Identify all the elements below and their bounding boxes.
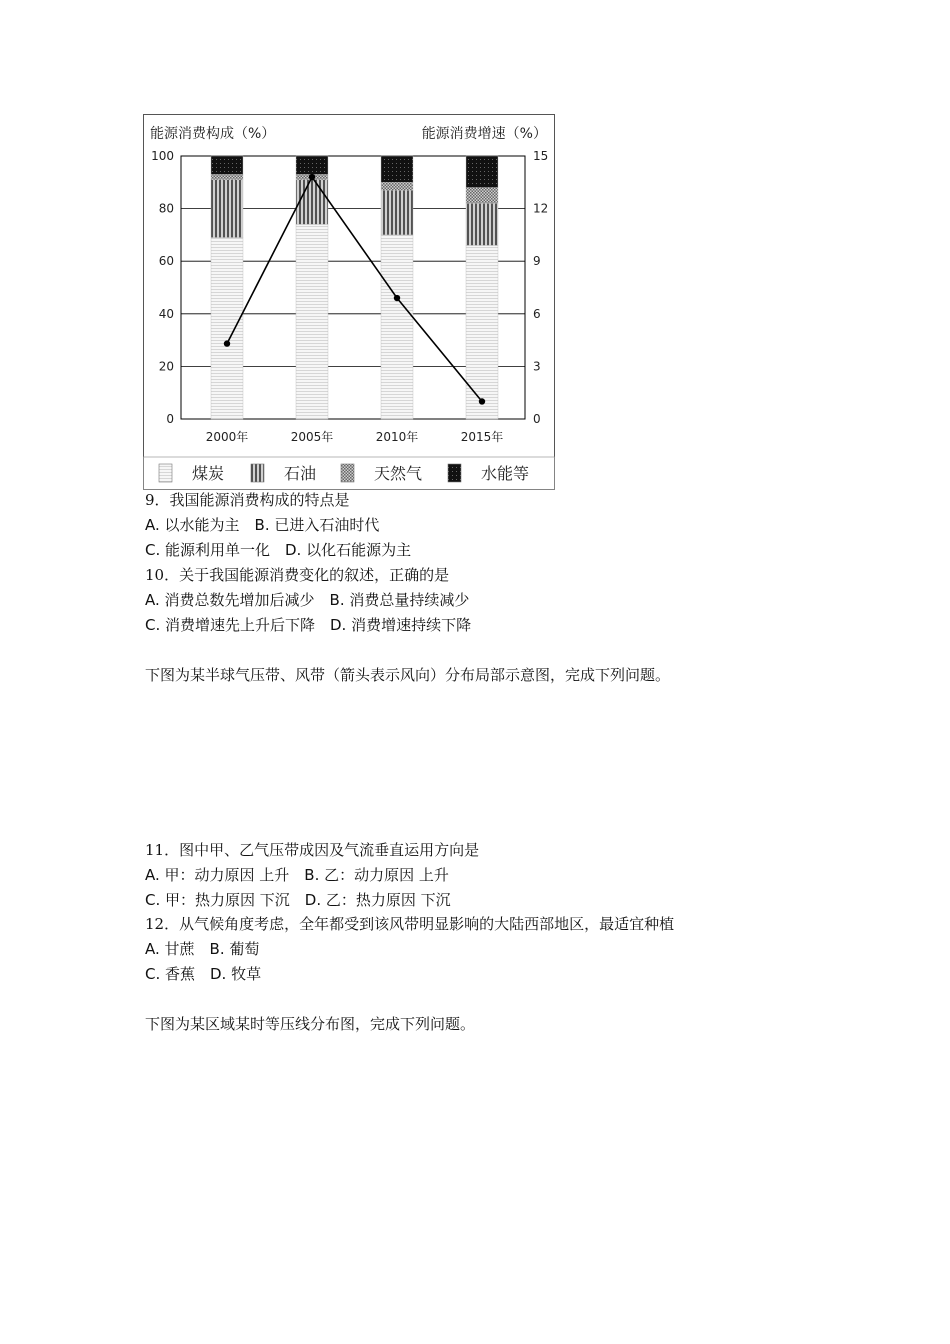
- bar-segment-hydro: [296, 156, 328, 174]
- right-tick-label: 12: [533, 201, 549, 216]
- right-axis-label: 能源消费增速（%）: [421, 126, 547, 142]
- energy-chart-svg: [143, 114, 555, 490]
- question-11-options-line-2: C. 甲：热力原因 下沉 D. 乙：热力原因 下沉: [145, 891, 451, 909]
- x-tick-label: 2000年: [205, 430, 249, 444]
- question-9-stem: 9．我国能源消费构成的特点是: [145, 491, 350, 509]
- right-tick-label: 9: [533, 254, 541, 269]
- legend-label: 天然气: [374, 464, 423, 483]
- bar-segment-oil: [381, 190, 413, 235]
- x-tick-label: 2010年: [375, 430, 419, 444]
- question-12-options-line-2: C. 香蕉 D. 牧草: [145, 965, 262, 983]
- legend-swatch: [251, 464, 264, 482]
- question-10-options-line-1: A. 消费总数先增加后减少 B. 消费总量持续减少: [145, 591, 470, 609]
- left-tick-label: 60: [158, 254, 174, 269]
- intro-wind-belts: 下图为某半球气压带、风带（箭头表示风向）分布局部示意图，完成下列问题。: [145, 666, 671, 684]
- bar-segment-coal: [381, 235, 413, 419]
- intro-isobar: 下图为某区域某时等压线分布图，完成下列问题。: [145, 1015, 476, 1033]
- left-tick-label: 20: [158, 359, 174, 374]
- left-tick-label: 0: [166, 412, 174, 426]
- bar-segment-coal: [211, 238, 243, 419]
- growth-rate-point: [479, 398, 485, 404]
- bar-segment-coal: [296, 224, 328, 419]
- growth-rate-point: [394, 295, 400, 301]
- question-10: [145, 563, 471, 638]
- bar-segment-oil: [466, 203, 498, 245]
- legend-swatch: [341, 464, 354, 482]
- question-12-stem: 12．从气候角度考虑，全年都受到该风带明显影响的大陆西部地区，最适宜种植: [145, 915, 675, 933]
- legend-swatch: [448, 464, 461, 482]
- question-11: [145, 838, 479, 913]
- bar-segment-gas: [381, 182, 413, 190]
- x-tick-label: 2005年: [290, 430, 334, 444]
- bar-segment-gas: [211, 174, 243, 179]
- bar-segment-hydro: [211, 156, 243, 174]
- energy-chart: [143, 114, 555, 490]
- left-axis-label: 能源消费构成（%）: [150, 126, 276, 142]
- left-tick-label: 40: [158, 306, 174, 321]
- right-tick-label: 3: [533, 359, 541, 374]
- question-11-stem: 11．图中甲、乙气压带成因及气流垂直运用方向是: [145, 841, 480, 859]
- legend-label: 水能等: [481, 464, 530, 483]
- question-12-options-line-1: A. 甘蔗 B. 葡萄: [145, 940, 260, 958]
- question-11-options-line-1: A. 甲：动力原因 上升 B. 乙：动力原因 上升: [145, 866, 449, 884]
- question-9-options-line-1: A. 以水能为主 B. 已进入石油时代: [145, 516, 380, 534]
- bar-segment-hydro: [466, 156, 498, 188]
- question-10-stem: 10．关于我国能源消费变化的叙述，正确的是: [145, 566, 450, 584]
- bar-segment-gas: [466, 188, 498, 204]
- legend-label: 煤炭: [192, 464, 225, 483]
- right-tick-label: 15: [533, 149, 549, 163]
- bar-segment-hydro: [381, 156, 413, 182]
- x-tick-label: 2015年: [460, 430, 504, 444]
- right-tick-label: 0: [533, 412, 541, 426]
- right-tick-label: 6: [533, 306, 541, 321]
- growth-rate-point: [224, 340, 230, 346]
- bar-segment-coal: [466, 245, 498, 419]
- legend-label: 石油: [284, 464, 317, 483]
- growth-rate-point: [309, 174, 315, 180]
- question-12: [145, 912, 674, 987]
- question-9-options-line-2: C. 能源利用单一化 D. 以化石能源为主: [145, 541, 412, 559]
- left-tick-label: 100: [151, 149, 174, 163]
- question-10-options-line-2: C. 消费增速先上升后下降 D. 消费增速持续下降: [145, 616, 472, 634]
- legend-swatch: [159, 464, 172, 482]
- bar-segment-oil: [211, 180, 243, 238]
- bar-segment-oil: [296, 180, 328, 225]
- left-tick-label: 80: [158, 201, 174, 216]
- question-9: [145, 488, 411, 563]
